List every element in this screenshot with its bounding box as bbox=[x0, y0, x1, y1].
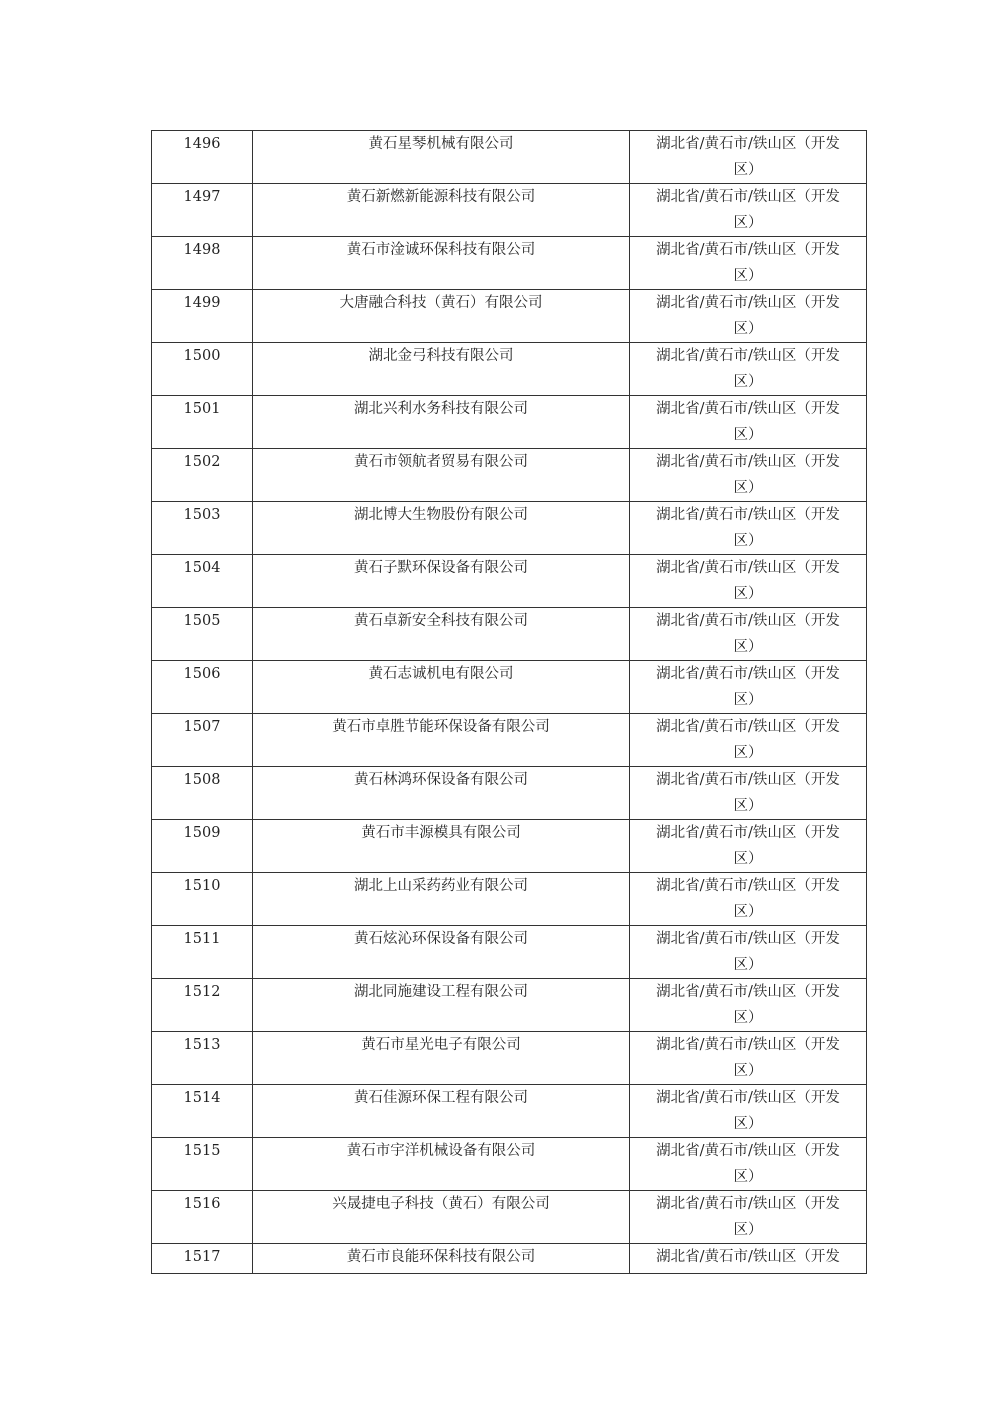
location-text: 湖北省/黄石市/铁山区（开发 bbox=[656, 1249, 840, 1265]
company-name: 黄石新燃新能源科技有限公司 bbox=[253, 184, 630, 237]
table-row bbox=[152, 1032, 867, 1085]
location-text: 湖北省/黄石市/铁山区（开发区） bbox=[656, 189, 840, 231]
company-location bbox=[630, 343, 867, 396]
table-row bbox=[152, 343, 867, 396]
location-text: 湖北省/黄石市/铁山区（开发区） bbox=[656, 878, 840, 920]
company-location bbox=[630, 1085, 867, 1138]
table-row bbox=[152, 555, 867, 608]
table-row bbox=[152, 1244, 867, 1274]
table-row bbox=[152, 502, 867, 555]
company-name: 黄石炫沁环保设备有限公司 bbox=[253, 926, 630, 979]
row-number: 1507 bbox=[152, 714, 253, 767]
location-text: 湖北省/黄石市/铁山区（开发区） bbox=[656, 984, 840, 1026]
company-location bbox=[630, 449, 867, 502]
row-number: 1513 bbox=[152, 1032, 253, 1085]
company-name: 黄石市星光电子有限公司 bbox=[253, 1032, 630, 1085]
company-location bbox=[630, 661, 867, 714]
row-number: 1501 bbox=[152, 396, 253, 449]
company-location bbox=[630, 1032, 867, 1085]
location-text: 湖北省/黄石市/铁山区（开发区） bbox=[656, 454, 840, 496]
location-text: 湖北省/黄石市/铁山区（开发区） bbox=[656, 348, 840, 390]
company-location bbox=[630, 926, 867, 979]
table-row bbox=[152, 184, 867, 237]
table-row bbox=[152, 237, 867, 290]
row-number: 1510 bbox=[152, 873, 253, 926]
location-text: 湖北省/黄石市/铁山区（开发区） bbox=[656, 1090, 840, 1132]
company-location bbox=[630, 184, 867, 237]
table-row bbox=[152, 1085, 867, 1138]
company-name: 兴晟捷电子科技（黄石）有限公司 bbox=[253, 1191, 630, 1244]
company-name: 黄石子默环保设备有限公司 bbox=[253, 555, 630, 608]
company-name: 黄石佳源环保工程有限公司 bbox=[253, 1085, 630, 1138]
company-location bbox=[630, 1244, 867, 1274]
location-text: 湖北省/黄石市/铁山区（开发区） bbox=[656, 666, 840, 708]
table-row bbox=[152, 1138, 867, 1191]
company-name: 黄石林鸿环保设备有限公司 bbox=[253, 767, 630, 820]
company-name: 黄石卓新安全科技有限公司 bbox=[253, 608, 630, 661]
location-text: 湖北省/黄石市/铁山区（开发区） bbox=[656, 242, 840, 284]
company-location bbox=[630, 1191, 867, 1244]
company-name: 黄石星琴机械有限公司 bbox=[253, 131, 630, 184]
row-number: 1508 bbox=[152, 767, 253, 820]
row-number: 1514 bbox=[152, 1085, 253, 1138]
location-text: 湖北省/黄石市/铁山区（开发区） bbox=[656, 772, 840, 814]
company-location bbox=[630, 714, 867, 767]
company-name: 湖北兴利水务科技有限公司 bbox=[253, 396, 630, 449]
company-name: 湖北同施建设工程有限公司 bbox=[253, 979, 630, 1032]
location-text: 湖北省/黄石市/铁山区（开发区） bbox=[656, 931, 840, 973]
company-name: 黄石市宇洋机械设备有限公司 bbox=[253, 1138, 630, 1191]
company-location bbox=[630, 237, 867, 290]
company-name: 黄石市领航者贸易有限公司 bbox=[253, 449, 630, 502]
company-location bbox=[630, 1138, 867, 1191]
company-name: 湖北上山采药药业有限公司 bbox=[253, 873, 630, 926]
company-location bbox=[630, 290, 867, 343]
row-number: 1499 bbox=[152, 290, 253, 343]
company-location bbox=[630, 555, 867, 608]
table-row bbox=[152, 449, 867, 502]
company-location bbox=[630, 396, 867, 449]
row-number: 1497 bbox=[152, 184, 253, 237]
company-name: 湖北博大生物股份有限公司 bbox=[253, 502, 630, 555]
table-row bbox=[152, 131, 867, 184]
row-number: 1502 bbox=[152, 449, 253, 502]
company-table-body bbox=[152, 131, 867, 1274]
row-number: 1504 bbox=[152, 555, 253, 608]
company-name: 黄石市卓胜节能环保设备有限公司 bbox=[253, 714, 630, 767]
location-text: 湖北省/黄石市/铁山区（开发区） bbox=[656, 1196, 840, 1238]
location-text: 湖北省/黄石市/铁山区（开发区） bbox=[656, 613, 840, 655]
company-location bbox=[630, 767, 867, 820]
table-row bbox=[152, 979, 867, 1032]
location-text: 湖北省/黄石市/铁山区（开发区） bbox=[656, 1037, 840, 1079]
row-number: 1509 bbox=[152, 820, 253, 873]
company-name: 黄石志诚机电有限公司 bbox=[253, 661, 630, 714]
row-number: 1503 bbox=[152, 502, 253, 555]
location-text: 湖北省/黄石市/铁山区（开发区） bbox=[656, 560, 840, 602]
location-text: 湖北省/黄石市/铁山区（开发区） bbox=[656, 719, 840, 761]
row-number: 1498 bbox=[152, 237, 253, 290]
company-location bbox=[630, 131, 867, 184]
table-row bbox=[152, 396, 867, 449]
row-number: 1517 bbox=[152, 1244, 253, 1274]
row-number: 1506 bbox=[152, 661, 253, 714]
location-text: 湖北省/黄石市/铁山区（开发区） bbox=[656, 401, 840, 443]
location-text: 湖北省/黄石市/铁山区（开发区） bbox=[656, 1143, 840, 1185]
company-location bbox=[630, 873, 867, 926]
location-text: 湖北省/黄石市/铁山区（开发区） bbox=[656, 507, 840, 549]
location-text: 湖北省/黄石市/铁山区（开发区） bbox=[656, 295, 840, 337]
company-name: 大唐融合科技（黄石）有限公司 bbox=[253, 290, 630, 343]
table-row bbox=[152, 290, 867, 343]
table-row bbox=[152, 767, 867, 820]
row-number: 1500 bbox=[152, 343, 253, 396]
company-name: 黄石市淦诚环保科技有限公司 bbox=[253, 237, 630, 290]
location-text: 湖北省/黄石市/铁山区（开发区） bbox=[656, 825, 840, 867]
row-number: 1505 bbox=[152, 608, 253, 661]
row-number: 1515 bbox=[152, 1138, 253, 1191]
table-row bbox=[152, 873, 867, 926]
company-location bbox=[630, 608, 867, 661]
table-row bbox=[152, 714, 867, 767]
table-row bbox=[152, 608, 867, 661]
company-name: 黄石市良能环保科技有限公司 bbox=[253, 1244, 630, 1274]
table-row bbox=[152, 1191, 867, 1244]
table-row bbox=[152, 820, 867, 873]
company-location bbox=[630, 979, 867, 1032]
row-number: 1496 bbox=[152, 131, 253, 184]
row-number: 1516 bbox=[152, 1191, 253, 1244]
row-number: 1512 bbox=[152, 979, 253, 1032]
company-name: 黄石市丰源模具有限公司 bbox=[253, 820, 630, 873]
table-row bbox=[152, 926, 867, 979]
company-table bbox=[151, 130, 867, 1274]
company-name: 湖北金弓科技有限公司 bbox=[253, 343, 630, 396]
company-location bbox=[630, 502, 867, 555]
location-text: 湖北省/黄石市/铁山区（开发区） bbox=[656, 136, 840, 178]
company-location bbox=[630, 820, 867, 873]
row-number: 1511 bbox=[152, 926, 253, 979]
table-row bbox=[152, 661, 867, 714]
